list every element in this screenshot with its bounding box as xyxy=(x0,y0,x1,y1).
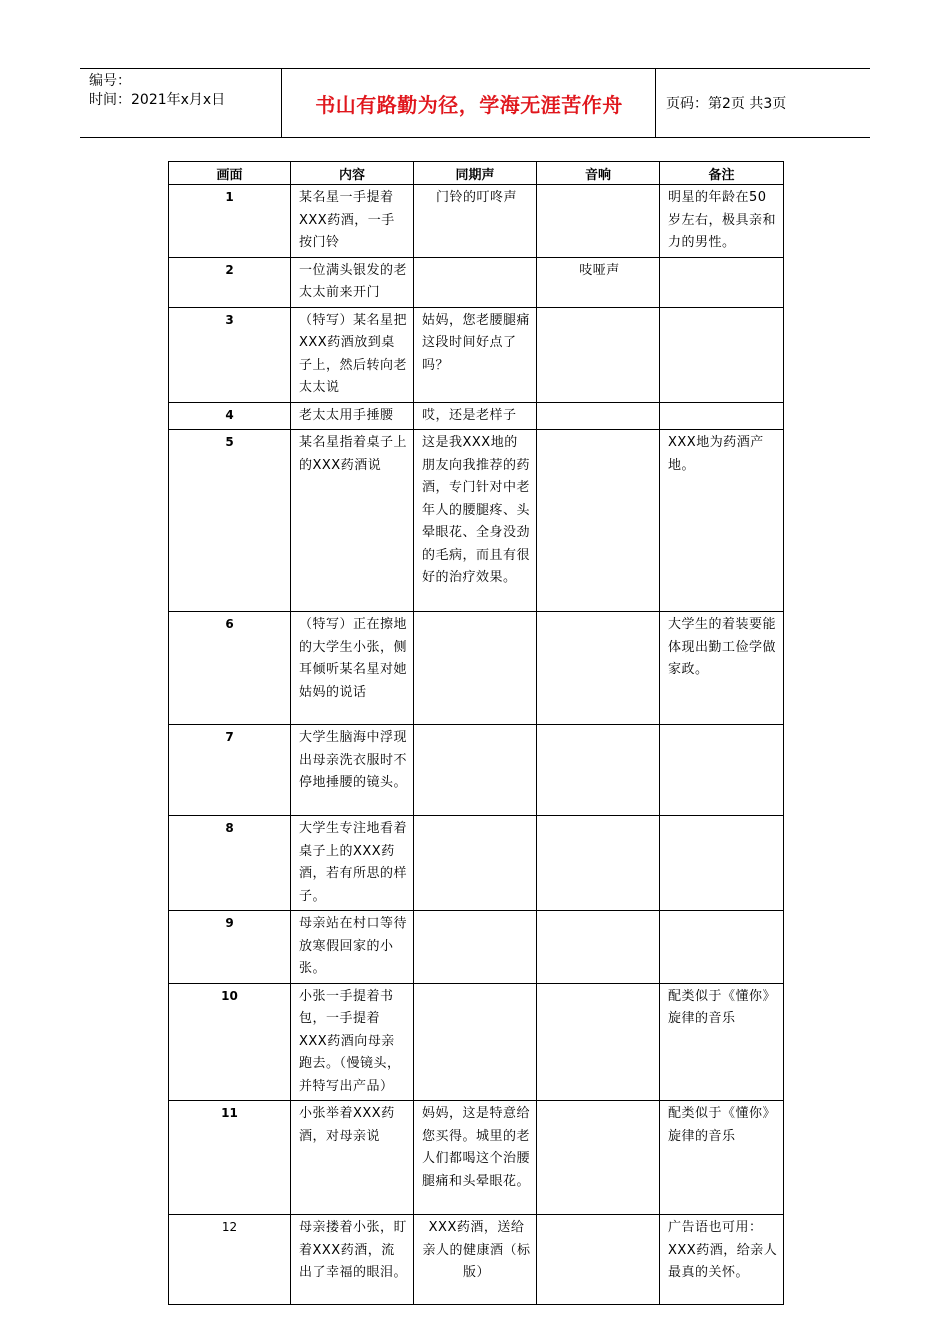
table-row xyxy=(169,1215,784,1305)
shot-content: 大学生专注地看着桌子上的XXX药酒，若有所思的样子。 xyxy=(291,816,414,911)
shot-sound-effect xyxy=(537,1215,660,1305)
table-row xyxy=(169,257,784,307)
table-row xyxy=(169,725,784,816)
shot-note xyxy=(660,257,784,307)
shot-note: 广告语也可用：XXX药酒，给亲人最真的关怀。 xyxy=(660,1215,784,1305)
shot-sound-effect xyxy=(537,402,660,430)
shot-content: 一位满头银发的老太太前来开门 xyxy=(291,257,414,307)
shot-number: 10 xyxy=(169,983,291,1101)
shot-sync-sound: 姑妈，您老腰腿痛这段时间好点了吗？ xyxy=(414,307,537,402)
column-header: 备注 xyxy=(660,162,784,185)
shot-sync-sound xyxy=(414,816,537,911)
shot-content: 母亲站在村口等待放寒假回家的小张。 xyxy=(291,911,414,984)
shot-number: 11 xyxy=(169,1101,291,1215)
shot-note xyxy=(660,307,784,402)
table-row xyxy=(169,402,784,430)
shot-note: 配类似于《懂你》旋律的音乐 xyxy=(660,983,784,1101)
number-label: 编号： xyxy=(89,73,131,89)
table-row xyxy=(169,983,784,1101)
shot-number: 2 xyxy=(169,257,291,307)
page-header xyxy=(80,68,870,138)
shot-number: 7 xyxy=(169,725,291,816)
shot-note xyxy=(660,911,784,984)
shot-sync-sound: 门铃的叮咚声 xyxy=(414,185,537,258)
shot-sync-sound: 哎，还是老样子 xyxy=(414,402,537,430)
shot-note: 大学生的着装要能体现出勤工俭学做家政。 xyxy=(660,612,784,725)
shot-number: 3 xyxy=(169,307,291,402)
table-row xyxy=(169,430,784,612)
shot-note xyxy=(660,816,784,911)
storyboard-table xyxy=(168,161,784,1305)
column-header: 内容 xyxy=(291,162,414,185)
table-row xyxy=(169,307,784,402)
shot-note xyxy=(660,402,784,430)
table-row xyxy=(169,816,784,911)
shot-content: 某名星指着桌子上的XXX药酒说 xyxy=(291,430,414,612)
shot-sound-effect xyxy=(537,1101,660,1215)
shot-content: （特写）正在擦地的大学生小张，侧耳倾听某名星对她姑妈的说话 xyxy=(291,612,414,725)
shot-sync-sound xyxy=(414,983,537,1101)
table-row xyxy=(169,911,784,984)
shot-content: （特写）某名星把XXX药酒放到桌子上，然后转向老太太说 xyxy=(291,307,414,402)
shot-number: 1 xyxy=(169,185,291,258)
shot-sync-sound: XXX药酒，送给亲人的健康酒（标版） xyxy=(414,1215,537,1305)
shot-sync-sound: 妈妈，这是特意给您买得。城里的老人们都喝这个治腰腿痛和头晕眼花。 xyxy=(414,1101,537,1215)
shot-sound-effect xyxy=(537,983,660,1101)
shot-sound-effect xyxy=(537,307,660,402)
shot-sound-effect xyxy=(537,185,660,258)
shot-sync-sound xyxy=(414,257,537,307)
shot-content: 母亲搂着小张，盯着XXX药酒，流出了幸福的眼泪。 xyxy=(291,1215,414,1305)
shot-sound-effect: 吱哑声 xyxy=(537,257,660,307)
shot-sync-sound: 这是我XXX地的朋友向我推荐的药酒，专门针对中老年人的腰腿疼、头晕眼花、全身没劲的毛病，而且有很好的治疗效果。 xyxy=(414,430,537,612)
table-row xyxy=(169,185,784,258)
header-meta xyxy=(80,69,282,137)
shot-sound-effect xyxy=(537,430,660,612)
shot-sound-effect xyxy=(537,725,660,816)
table-header-row xyxy=(169,162,784,185)
shot-note: 明星的年龄在50岁左右，极具亲和力的男性。 xyxy=(660,185,784,258)
shot-note xyxy=(660,725,784,816)
column-header: 同期声 xyxy=(414,162,537,185)
table-row xyxy=(169,612,784,725)
shot-number: 12 xyxy=(169,1215,291,1305)
header-motto: 书山有路勤为径，学海无涯苦作舟 xyxy=(283,69,656,137)
shot-note: XXX地为药酒产地。 xyxy=(660,430,784,612)
shot-sync-sound xyxy=(414,725,537,816)
shot-sound-effect xyxy=(537,612,660,725)
shot-sync-sound xyxy=(414,911,537,984)
table-row xyxy=(169,1101,784,1215)
shot-number: 8 xyxy=(169,816,291,911)
shot-note: 配类似于《懂你》旋律的音乐 xyxy=(660,1101,784,1215)
column-header: 音响 xyxy=(537,162,660,185)
time-label: 时间：2021年x月x日 xyxy=(89,92,226,108)
shot-sync-sound xyxy=(414,612,537,725)
shot-content: 小张一手提着书包，一手提着XXX药酒向母亲跑去。（慢镜头，并特写出产品） xyxy=(291,983,414,1101)
shot-number: 6 xyxy=(169,612,291,725)
shot-content: 大学生脑海中浮现出母亲洗衣服时不停地捶腰的镜头。 xyxy=(291,725,414,816)
column-header: 画面 xyxy=(169,162,291,185)
shot-content: 小张举着XXX药酒，对母亲说 xyxy=(291,1101,414,1215)
shot-sound-effect xyxy=(537,816,660,911)
shot-sound-effect xyxy=(537,911,660,984)
page-number-label: 页码：第2页 共3页 xyxy=(666,96,787,112)
shot-content: 某名星一手提着XXX药酒，一手按门铃 xyxy=(291,185,414,258)
shot-number: 5 xyxy=(169,430,291,612)
shot-number: 9 xyxy=(169,911,291,984)
shot-content: 老太太用手捶腰 xyxy=(291,402,414,430)
shot-number: 4 xyxy=(169,402,291,430)
